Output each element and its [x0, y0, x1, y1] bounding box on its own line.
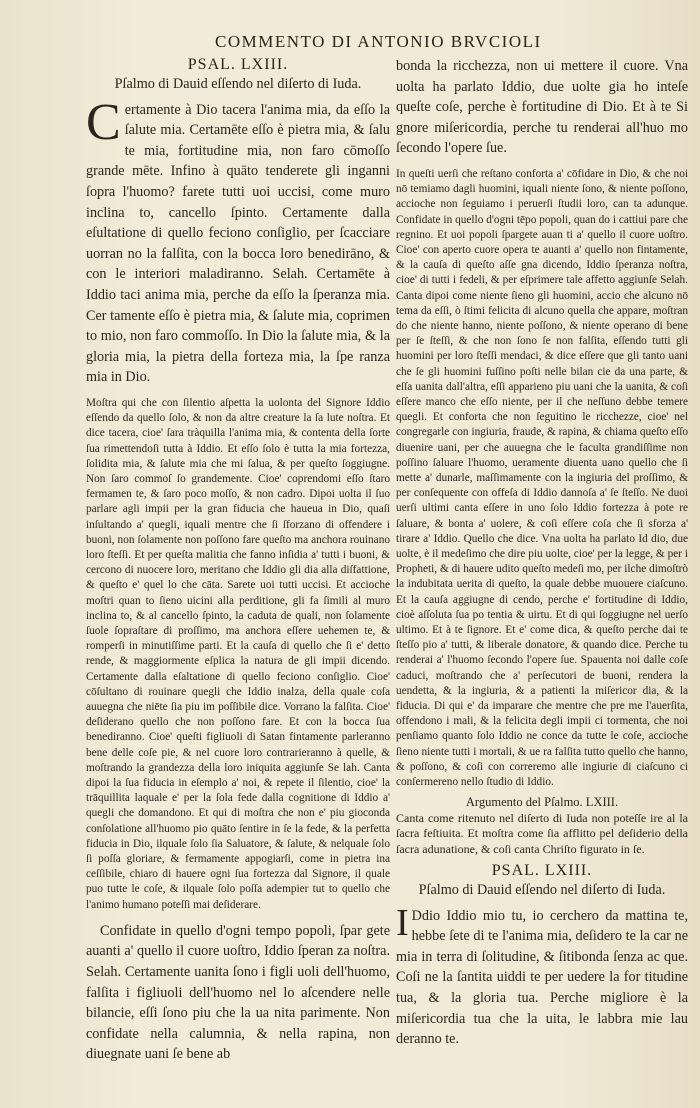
commentary-paragraph-2: In queſti uerſi che reſtano conforta a' cōfidare in Dio, & che noi nō temiamo dagli huomini, iquali niente ſono, & niente poſſono, accioche non ſeguiamo i peruerſi ſtudii loro, can ta adunque. Confidate in quello d'ogni tēpo popoli, quan do i cattiui pare che regnino. Et uoi popoli ſpargete auan ti a' quello il cuore uoſtro. Cioe' con aperto cuore opera te auanti a' quello non fintamente, & la cauſa di queſto aſſe gna dicendo, Iddio ſperanza noſtra, cioe' di tutti i fedeli, & per eſprimere tale affetto aggiunſe Selah. Canta dipoi come niente ſieno gli huomini, accio che alcuno nō tema da eſſi, ò ſtimi felicita di alcuno quella che appare, moſtran do che niente hanno, niente poſſono, & niente operano di bene per ſe ſteſſi, & che non ſono ſe non falſita, eſſendo tutti gli huomini per loro ſteſſi mendaci, & dice eſſere que gli tanto uani che ſe gli huomini fuſſino poſti nelle bilan cie da una parte, & eſſa uanita dall'altra, eſſi apparieno piu uani che la uanita, & coſi eſſere manco che eſſo niente, per il che neſſuno debbe temere quegli. Et conforta che non ſeguitino le ricchezze, cioe' nel congregarle con ingiuria, fraude, & rapina, & chiama queſto eſſo diuenire uani, per che auuegna che le faculta grandiſſime non poſſino ſaluare l'huomo, ueramente diuenta uano quello che ſi mette a' dunarle, maſſimamente con la ingiuria del proſſimo, & per conſequente con offeſa di Iddio dannoſa a' ſe ſteſſo. Ne duoi uerſi ultimi canta eſſere in uno ſolo Iddio fortezza à pote re ſaluare, & bonta a' uolere, & coſi eſſere coſa che ſi sforza a' tirare a' Iddio. Quello che dice. Vna uolta ha parlato Id dio, due uolte, è il medeſimo che dire piu uolte, cioe' per la legge, & per i Propheti, & di hauere udito queſto medeſi mo, per ilche dimoſtrò la indubitata uerita di queſto, la quale debbe muouere ciaſcuno. Et la cauſa aggiugne di cendo, perche e' fortitudine di Iddio, cioè aſſoluta ſua po tentia & uirtu. Et di qui ſoggiugne nel uerſo ultimo. Et à te ſignore. Et e' come dica, & queſto perche dai te ſteſſo pio a' tutti, & liberale donatore, & quando dice. Perche tu renderai a' l'huomo ſecondo l'opere ſue. Spauenta noi dalle coſe caduci, moſtrando che a' perſecutori de buoni, rendera la uendetta, & la ingiuria, & a patienti la miſericor dia, & la fiducia. Di qui e' da imparare che mentre che pre me l'auerſita, offendono i mali, & la felicita degli impii ci tormenta, che noi penſiamo quanto ſolo Iddio ne conce da tutte le coſe, accioche ſieno niente tutti i mortali, & ue ra falſita tutto quello che hanno, & poſſono, & coſi con correremo alle ingiurie di ciaſcuno ci conſermereno nello ſtudio di Iddio.: [396, 167, 688, 789]
dropcap-initial-2: I: [396, 901, 409, 944]
psalm-verse-text: ertamente à Dio tacera l'anima mia, da eſſo la ſalute mia. Certamēte eſſo è pietra mia, & ſalu te mia, fortitudine mia, non faro cōmoſſo grande mēte. Infino à quāto tenderete gli inganni ſopra l'huomo? farete tutti uoi uccisi, come muro inclina to, cancello ſpinto. Certamente dalla eſultatione di quello feciono conſiglio, per ſcacciare uorran no la falſita, con la bocca loro benedirāno, & con le interiori maladiranno. Selah. Certamēte à Iddio taci anima mia, perche da eſſo la ſperanza mia. Cer tamente eſſo è pietra mia, & ſalute mia, coprimen to mio, non faro commoſſo. In Dio la ſalute mia, & la gloria mia, la pietra della forteza mia, la ſpe ranza mia in Dio.: [86, 101, 390, 386]
psalm-verse-block: [86, 93, 390, 388]
right-column: [396, 56, 688, 1050]
argument-title: Argumento del Pſalmo. LXIII.: [465, 795, 619, 810]
psalm-number-2: PSAL. LXIII.: [491, 862, 593, 879]
running-header: COMMENTO DI ANTONIO BRVCIOLI: [215, 32, 542, 51]
psalm-subtitle: Pſalmo di Dauid eſſendo nel diſerto di Iuda.: [114, 76, 362, 92]
argument-text: Canta come ritenuto nel diſerto di Iuda non poteſſe ire al la ſacra feſtiuita. Et moſtra come ſia afflitto pel deſiderio della ſacra adunatione, & coſi canta Chriſto figurato in ſe.: [396, 810, 688, 856]
psalm-verse-continuation: bonda la ricchezza, non ui mettere il cuore. Vna uolta ha parlato Iddio, due uolte gia ho inteſe queſte coſe, perche è fortitudine di Dio. Et à te Si gnore miſericordia, perche tu renderai all'huo mo ſecondo l'opere ſue.: [396, 58, 688, 157]
psalm-number: PSAL. LXIII.: [187, 56, 289, 73]
psalm-subtitle-2: Pſalmo di Dauid eſſendo nel diſerto di Iuda.: [418, 882, 666, 898]
psalm-verse-text-2: Confidate in quello d'ogni tempo popoli, ſpar gete auanti a' quello il cuore uoſtro, Iddio ſperan za noſtra. Selah. Certamente uanita ſono i figli uoli dell'huomo, falſita i figliuoli dell'huomo nel lo aſcendere nelle bilancie, eſſi ſono piu che la ua nita parimente. Non confidate nella calumnia, & nella rapina, non diuegnate uani ſe bene ab: [86, 922, 390, 1063]
psalm-verse-text-3: Ddio Iddio mio tu, io cerchero da mattina te, hebbe ſete di te l'anima mia, deſidero te la car ne mia in terra di ſolitudine, & ſitibonda ſenza ac que. Coſi ne la ſantita uiddi te per uedere la for titudine tua, & la gloria tua. Perche migliore è la miſericordia tua che la uita, le labbra mie lau deranno te.: [396, 907, 688, 1048]
commentary-paragraph: Moſtra qui che con ſilentio aſpetta la uolonta del Signore Iddio eſſendo da quello ſolo, & non da altre creature la ſa lute noſtra. Et dice tacera, cioe' ſara tràquilla l'anima mia, & contenta della ſorte ſua rimettendoſi tutta à Iddio. Et eſſo ſolo è tutta la mia fortezza, ſolidita mia, & ſalute mia che mi ſalua, & per queſto ſoggiugne. Non ſaro commoſ ſo grandemente. Cioe' coprendomi eſſo ſtaro fermamen te, & ſaro poco moſſo, & non cadro. Dipoi uolta il ſuo parlare agli impii per la gran fiducia che haueua in Dio, quaſi inſultando a' quegli, iquali mentre che ſi ſforzano di offendere i buoni, non ſolamente non poſſono fare queſto ma anchora rouinano loro ſteſſi. Et per queſta malitia che fanno inſidia a' tutti i buoni, & cercono di nuocere loro, meritano che Iddio gli dia alla diſfattione, & queſto e' quel lo che cāta. Sarete uoi tutti uccisi. Et accioche moſtri quan to ſieno uicini alla perditione, gli fa ſimili al muro inclina to, & al cancello ſpinto, la caduta de quali, non ſolamente ſuole ſopraſtare di proſſimo, ma anchora eſſere uehemen te, & romperſi in minutiſſime parti. Et la cauſa di quello che ſi e' detto rende, & maggiormente eſplica la natura de gli impii dicendo. Certamente dalla eſaltatione di quello feciono conſiglio. Cioe' cōſultano di rouinare quegli che Iddio inalza, della quale coſa auuegna che niēte ſia piu im poſſibile dice. Vorrano la falſita. Cioe' deſiderano quello che non poſſono fare. Et con la bocca ſua benediranno. Cioe' queſti figliuoli di Satan fintamente parleranno bene delle coſe pie, & nel cuore loro contrarieranno à quelle, & moſtrando la grandezza della loro iniquita aggiunſe Se lah. Canta dipoi la ſua fiducia in eſemplo a' noi, & repete il ſilentio, cioe' la trāquillita laquale e' per la ſola fede dalla cognitione di Iddio a' quegli che domandono. Et qui di moſtra che non e' piu gioconda conſolatione all'huomo pio quāto ſentire in ſe la fede, & la perfetta fiducia in Dio, ilquale ſolo ſia Saluatore, & ſalute, & nelquale ſolo ſi poſſa gloriare, & fermamente appogiarſi, come in pietra ina ceſſibile, chiaro di hauere ogni ſua fortezza dal Signore, il quale puo tutte le coſe, & ilquale ſolo poſſa adempier tut to quello che l'animo humano poteſſi mai deſiderare.: [86, 396, 390, 911]
left-column: [86, 56, 390, 1065]
dropcap-initial: C: [86, 93, 121, 151]
psalm-verse-block-2: [396, 901, 688, 1050]
